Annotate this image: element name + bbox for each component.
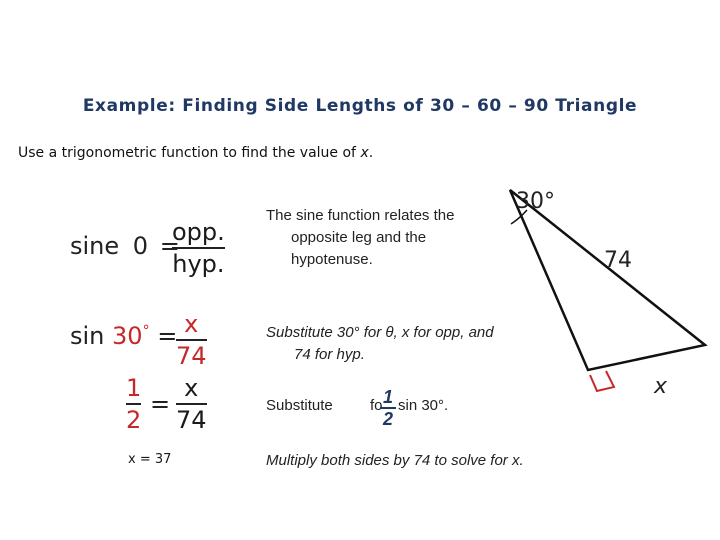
note1-line1: The sine function relates the bbox=[266, 207, 455, 224]
step1-sin: sin bbox=[70, 232, 105, 260]
note3-post: sin 30°. bbox=[398, 397, 449, 414]
step3-left-denominator: 2 bbox=[126, 406, 142, 434]
step3-right-numerator: x bbox=[184, 374, 199, 402]
right-angle-mark bbox=[590, 371, 614, 391]
step2-numerator: x bbox=[184, 310, 199, 338]
step2-equals: = bbox=[157, 322, 178, 350]
instruction-variable: x bbox=[360, 145, 369, 161]
page-title: Example: Finding Side Lengths of 30 – 60 – 90 Triangle bbox=[82, 96, 638, 116]
note1-line3: hypotenuse. bbox=[291, 251, 373, 268]
step1-numerator: opp. bbox=[172, 218, 225, 246]
step2-sin: sin bbox=[70, 322, 105, 350]
opposite-side-label: x bbox=[654, 374, 668, 399]
step2-denominator: 74 bbox=[176, 342, 207, 370]
triangle-shape bbox=[510, 190, 705, 370]
step1-theta-mark: e bbox=[104, 232, 120, 260]
step1-equals: = bbox=[159, 232, 180, 260]
note3-fraction-numerator: 1 bbox=[382, 387, 393, 407]
step3-right-denominator: 74 bbox=[176, 406, 207, 434]
note-multiply: Multiply both sides by 74 to solve for x. bbox=[266, 452, 524, 469]
note3-mid: fo bbox=[370, 397, 383, 414]
result-text: x = 37 bbox=[128, 452, 172, 467]
step1-denominator: hyp. bbox=[172, 250, 225, 278]
angle-label: 30° bbox=[516, 189, 555, 214]
step1-theta: 0 bbox=[132, 232, 149, 260]
instruction-end: . bbox=[368, 145, 374, 161]
hypotenuse-label: 74 bbox=[604, 248, 632, 273]
note3-pre: Substitute bbox=[266, 397, 333, 414]
step3-equals: = bbox=[150, 390, 171, 418]
note1-line2: opposite leg and the bbox=[291, 229, 427, 246]
note2-line1: Substitute 30° for θ, x for opp, and bbox=[266, 324, 494, 341]
note3-fraction-denominator: 2 bbox=[382, 409, 393, 429]
step2-degree: ° bbox=[142, 323, 150, 339]
step3-left-numerator: 1 bbox=[126, 374, 142, 402]
note2-line2: 74 for hyp. bbox=[294, 346, 365, 363]
instruction-text: Use a trigonometric function to find the value of bbox=[18, 145, 361, 161]
step2-angle: 30 bbox=[112, 322, 143, 350]
